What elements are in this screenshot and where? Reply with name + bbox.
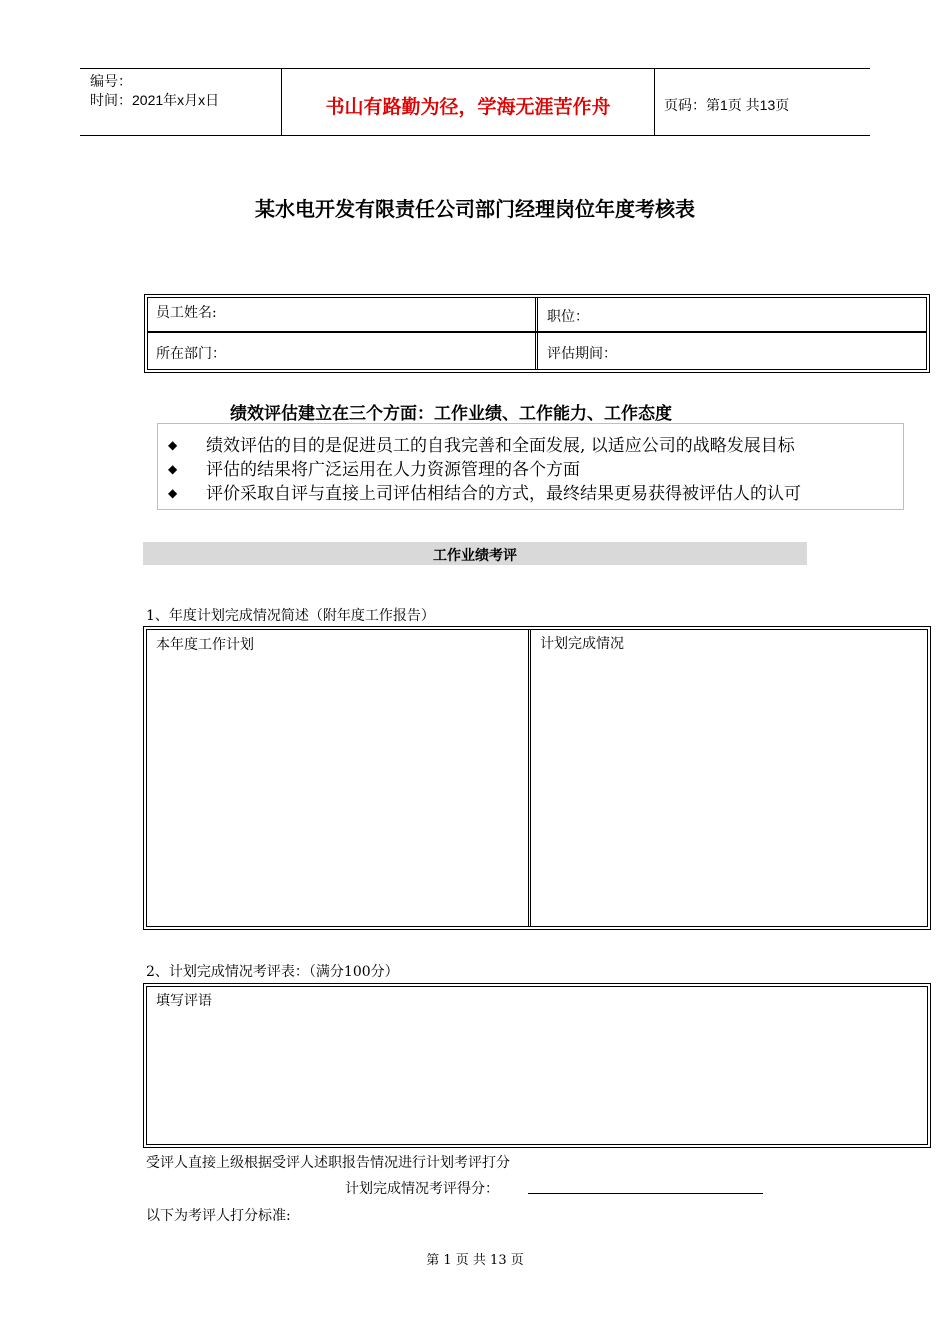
bullet-text: 评估的结果将广泛运用在人力资源管理的各个方面 — [206, 460, 580, 480]
comment-field[interactable] — [156, 990, 916, 1138]
plan-completion-header: 计划完成情况 — [540, 636, 624, 652]
list-item — [168, 431, 795, 456]
department-field[interactable] — [156, 343, 226, 363]
header-motto: 书山有路勤为径，学海无涯苦作舟 — [325, 97, 611, 118]
work-plan-col-divider — [528, 629, 531, 927]
scoring-criteria-intro: 以下为考评人打分标准: — [146, 1208, 291, 1224]
intro-bullet-box — [157, 423, 904, 510]
employee-name-field[interactable] — [156, 302, 217, 322]
header-divider-2 — [654, 68, 655, 136]
document-title: 某水电开发有限责任公司部门经理岗位年度考核表 — [255, 199, 695, 221]
date-label: 时间：2021年x月x日 — [90, 92, 220, 108]
section-title: 工作业绩考评 — [433, 547, 517, 563]
score-label: 计划完成情况考评得分： — [345, 1181, 499, 1197]
department-label: 所在部门： — [156, 346, 226, 362]
position-label: 职位： — [547, 309, 589, 325]
annual-plan-field[interactable] — [156, 634, 526, 922]
header-top-border — [80, 68, 870, 69]
evaluation-period-field[interactable] — [547, 343, 617, 363]
evaluation-period-label: 评估期间： — [547, 346, 617, 362]
plan-completion-field[interactable] — [540, 633, 920, 921]
employee-name-label: 员工姓名: — [156, 305, 217, 321]
diamond-bullet-icon: ◆ — [168, 486, 178, 500]
info-table-col-divider — [535, 297, 538, 370]
list-item — [168, 479, 801, 504]
page-footer: 第 1 页 共 13 页 — [426, 1253, 524, 1268]
position-field[interactable] — [547, 306, 589, 326]
bullet-text: 评价采取自评与直接上司评估相结合的方式，最终结果更易获得被评估人的认可 — [206, 484, 801, 504]
scoring-instruction: 受评人直接上级根据受评人述职报告情况进行计划考评打分 — [146, 1155, 510, 1171]
header-meta — [90, 72, 219, 110]
comment-field-label: 填写评语 — [156, 993, 212, 1009]
intro-heading: 绩效评估建立在三个方面：工作业绩、工作能力、工作态度 — [230, 404, 672, 423]
diamond-bullet-icon: ◆ — [168, 462, 178, 476]
list-item — [168, 455, 580, 480]
score-input-line[interactable] — [528, 1193, 763, 1194]
header-page-number: 页码：第1页 共13页 — [664, 97, 790, 113]
annual-plan-header: 本年度工作计划 — [156, 637, 254, 653]
diamond-bullet-icon: ◆ — [168, 438, 178, 452]
question-1-label: 1、年度计划完成情况简述（附年度工作报告） — [146, 608, 435, 624]
bullet-text: 绩效评估的目的是促进员工的自我完善和全面发展, 以适应公司的战略发展目标 — [206, 436, 795, 456]
header-bottom-border — [80, 135, 870, 136]
question-2-label: 2、计划完成情况考评表：（满分100分） — [146, 964, 399, 980]
number-label: 编号： — [90, 73, 132, 89]
